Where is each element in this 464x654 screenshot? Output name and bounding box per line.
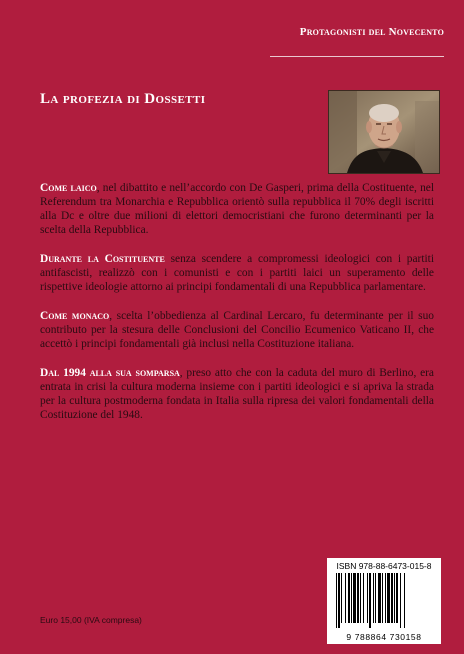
paragraph-text: senza scendere a compromessi ideologici con i partiti antifascisti, realizzò con i comunisti e con i partiti laici un superamento delle rispettive ideologie attorno ai principi fondamentali di una Repubblica parlamentare. [40,253,435,293]
paragraph-lead: Come monaco [40,310,110,322]
isbn-label: ISBN 978-88-6473-015-8 [336,561,432,571]
barcode-panel [327,558,441,644]
paragraph-text: , nel dibattito e nell’accordo con De Gasperi, prima della Costituente, nel Referendum tra Monarchia e Repubblica orientò sulla repubblica il 70% degli iscritti alla Dc e oltre due milioni di elettori democristiani che furono determinanti per la scelta della Repubblica. [40,182,434,236]
paragraph-laico [40,181,434,237]
book-title: La profezia di Dossetti [40,91,206,107]
portrait-illustration [329,91,439,173]
paragraph-costituente [40,252,434,294]
paragraph-monaco [40,309,434,351]
series-name: Protagonisti del Novecento [299,26,444,38]
paragraph-1994 [40,366,434,422]
back-cover-text [40,181,434,437]
paragraph-lead: Durante la Costituente [40,253,165,265]
paragraph-text: , preso atto che con la caduta del muro di Berlino, era entrata in crisi la cultura moderna insieme con i partiti ideologici e si apriva la strada per la cultura postmoderna fondata in Italia sulla ripresa dei valori fondamentali della Costituzione del 1948. [40,367,434,421]
barcode-number: 9 788864 730158 [346,632,422,642]
author-portrait-photo [328,90,440,174]
series-divider [270,56,444,57]
paragraph-lead: Dal 1994 alla sua somparsa [40,367,180,379]
barcode-icon [335,573,433,628]
price-label: Euro 15,00 (IVA compresa) [40,615,142,625]
paragraph-lead: Come laico [40,182,97,194]
paragraph-text: , scelta l’obbedienza al Cardinal Lercaro, fu determinante per il suo contributo per la stesura delle Conclusioni del Concilio Ecumenico Vaticano II, che accettò i principi fondamentali già inclusi nella Costituzione italiana. [40,310,434,350]
